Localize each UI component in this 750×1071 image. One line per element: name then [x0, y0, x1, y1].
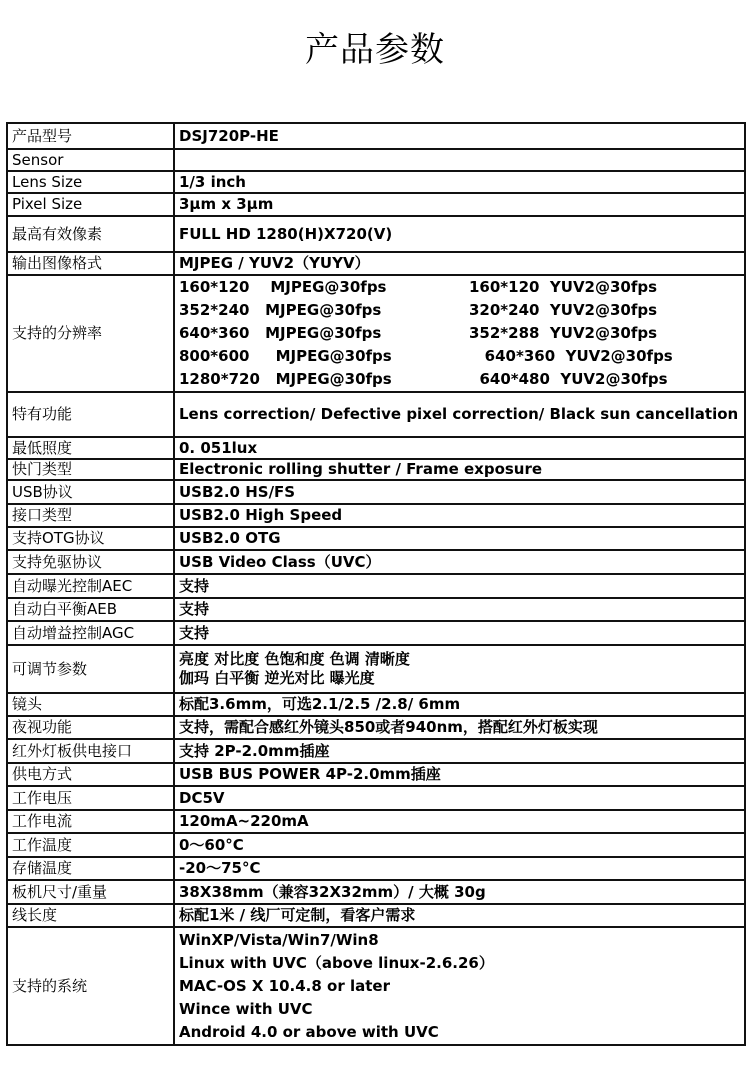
- row-value: 支持，需配合感红外镜头850或者940nm，搭配红外灯板实现: [174, 716, 745, 739]
- row-value: 120mA~220mA: [174, 810, 745, 833]
- table-row: [7, 216, 745, 252]
- system-item: WinXP/Vista/Win7/Win8: [179, 930, 379, 949]
- spec-table: [6, 122, 746, 1046]
- table-row: [7, 459, 745, 480]
- resolution-line: [179, 345, 740, 368]
- table-row: [7, 645, 745, 693]
- row-value: 标配1米 / 线厂可定制，看客户需求: [174, 904, 745, 927]
- row-key: 工作电压: [7, 786, 174, 810]
- row-key: 接口类型: [7, 504, 174, 527]
- resolution-line: [179, 276, 740, 299]
- row-key: 夜视功能: [7, 716, 174, 739]
- mjpeg-resolution: 800*600 MJPEG@30fps: [179, 347, 392, 365]
- table-row: [7, 833, 745, 857]
- row-value: USB Video Class（UVC）: [174, 550, 745, 574]
- row-key: 最低照度: [7, 437, 174, 459]
- row-value: 38X38mm（兼容32X32mm）/ 大概 30g: [174, 880, 745, 904]
- row-key: 自动曝光控制AEC: [7, 574, 174, 598]
- table-row: [7, 574, 745, 598]
- table-row: [7, 392, 745, 437]
- table-row: [7, 904, 745, 927]
- mjpeg-resolution: 352*240 MJPEG@30fps: [179, 301, 382, 319]
- row-key: 支持免驱协议: [7, 550, 174, 574]
- row-value: USB2.0 High Speed: [174, 504, 745, 527]
- row-value: Electronic rolling shutter / Frame exposure: [174, 459, 745, 480]
- row-value: 标配3.6mm，可选2.1/2.5 /2.8/ 6mm: [174, 693, 745, 716]
- mjpeg-resolution: 1280*720 MJPEG@30fps: [179, 370, 392, 388]
- row-value: 支持: [174, 621, 745, 645]
- yuv2-resolution: 160*120 YUV2@30fps: [469, 278, 658, 296]
- table-row: [7, 693, 745, 716]
- row-value: 支持 2P-2.0mm插座: [174, 739, 745, 763]
- row-value: [174, 645, 745, 693]
- row-key: 支持OTG协议: [7, 527, 174, 550]
- row-key: 镜头: [7, 693, 174, 716]
- table-row: [7, 763, 745, 786]
- row-value: DC5V: [174, 786, 745, 810]
- adjustable-params-line: 伽玛 白平衡 逆光对比 曝光度: [179, 669, 375, 687]
- row-key: 快门类型: [7, 459, 174, 480]
- row-value: 3μm x 3μm: [174, 193, 745, 216]
- row-key: 板机尺寸/重量: [7, 880, 174, 904]
- row-key: Pixel Size: [7, 193, 174, 216]
- yuv2-resolution: 352*288 YUV2@30fps: [469, 324, 658, 342]
- table-row: [7, 598, 745, 621]
- supported-systems-list: [174, 927, 745, 1045]
- row-value: USB BUS POWER 4P-2.0mm插座: [174, 763, 745, 786]
- row-value: USB2.0 HS/FS: [174, 480, 745, 504]
- system-item: Wince with UVC: [179, 999, 313, 1018]
- row-key: 红外灯板供电接口: [7, 739, 174, 763]
- adjustable-params-line: 亮度 对比度 色饱和度 色调 清晰度: [179, 650, 410, 668]
- row-value: [174, 149, 745, 171]
- yuv2-resolution: 640*360 YUV2@30fps: [469, 347, 673, 365]
- resolution-line: [179, 322, 740, 345]
- row-key: 产品型号: [7, 123, 174, 149]
- table-row: [7, 880, 745, 904]
- row-key: 最高有效像素: [7, 216, 174, 252]
- resolution-list: [174, 275, 745, 392]
- row-key: 支持的分辨率: [7, 275, 174, 392]
- system-item: Android 4.0 or above with UVC: [179, 1022, 439, 1041]
- yuv2-resolution: 640*480 YUV2@30fps: [469, 370, 668, 388]
- row-value: DSJ720P-HE: [174, 123, 745, 149]
- mjpeg-resolution: 640*360 MJPEG@30fps: [179, 324, 382, 342]
- system-item: Linux with UVC（above linux-2.6.26）: [179, 953, 494, 972]
- table-row: [7, 927, 745, 1045]
- mjpeg-resolution: 160*120 MJPEG@30fps: [179, 278, 387, 296]
- table-row: [7, 716, 745, 739]
- table-row: [7, 171, 745, 193]
- resolution-line: [179, 299, 740, 322]
- row-key: 自动增益控制AGC: [7, 621, 174, 645]
- row-key: 工作温度: [7, 833, 174, 857]
- table-row: [7, 252, 745, 275]
- table-row: [7, 810, 745, 833]
- row-value: Lens correction/ Defective pixel correction/ Black sun cancellation: [174, 392, 745, 437]
- table-row: [7, 504, 745, 527]
- table-row: [7, 123, 745, 149]
- row-value: USB2.0 OTG: [174, 527, 745, 550]
- yuv2-resolution: 320*240 YUV2@30fps: [469, 301, 658, 319]
- table-row: [7, 786, 745, 810]
- row-key: 供电方式: [7, 763, 174, 786]
- row-value: MJPEG / YUV2（YUYV）: [174, 252, 745, 275]
- row-key: 可调节参数: [7, 645, 174, 693]
- resolution-line: [179, 368, 740, 391]
- row-key: 支持的系统: [7, 927, 174, 1045]
- row-key: 输出图像格式: [7, 252, 174, 275]
- row-value: 1/3 inch: [174, 171, 745, 193]
- table-row: [7, 621, 745, 645]
- table-row: [7, 149, 745, 171]
- system-item: MAC-OS X 10.4.8 or later: [179, 976, 390, 995]
- row-key: USB协议: [7, 480, 174, 504]
- table-row: [7, 550, 745, 574]
- row-key: Sensor: [7, 149, 174, 171]
- row-key: 工作电流: [7, 810, 174, 833]
- table-row: [7, 275, 745, 392]
- row-value: -20～75°C: [174, 857, 745, 880]
- row-key: 线长度: [7, 904, 174, 927]
- row-value: 支持: [174, 598, 745, 621]
- table-row: [7, 527, 745, 550]
- row-key: 存储温度: [7, 857, 174, 880]
- table-row: [7, 437, 745, 459]
- table-row: [7, 739, 745, 763]
- row-value: 0. 051lux: [174, 437, 745, 459]
- row-value: FULL HD 1280(H)X720(V): [174, 216, 745, 252]
- table-row: [7, 857, 745, 880]
- table-row: [7, 480, 745, 504]
- row-value: 支持: [174, 574, 745, 598]
- row-key: Lens Size: [7, 171, 174, 193]
- row-key: 特有功能: [7, 392, 174, 437]
- row-key: 自动白平衡AEB: [7, 598, 174, 621]
- table-row: [7, 193, 745, 216]
- row-value: 0～60°C: [174, 833, 745, 857]
- page-title: 产品参数: [305, 30, 445, 70]
